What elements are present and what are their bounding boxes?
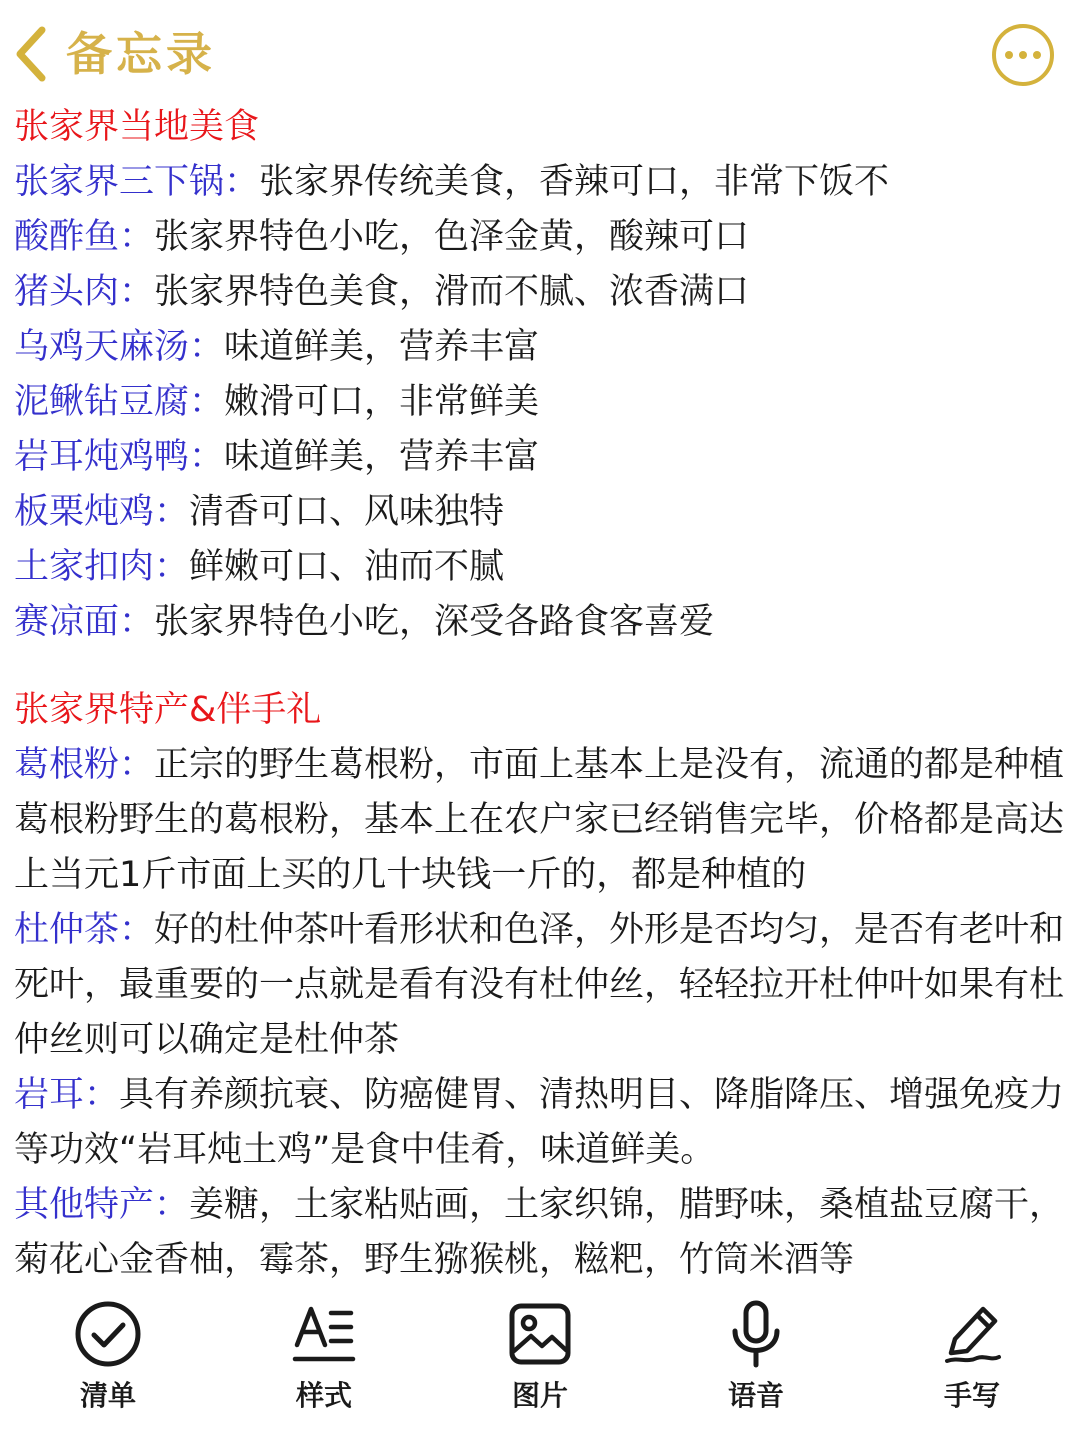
food-item (14, 595, 1070, 650)
section-title-local-food: 张家界当地美食 (14, 107, 260, 147)
specialty-item (14, 1178, 1070, 1288)
item-desc: 嫩滑可口，非常鲜美 (224, 382, 540, 422)
checklist-label: 清单 (79, 1379, 136, 1412)
text-format-icon (259, 1298, 389, 1370)
item-desc: 张家界特色美食，滑而不腻、浓香满口 (154, 272, 750, 312)
item-name: 岩耳 (14, 1075, 85, 1115)
more-dot (1033, 51, 1041, 59)
food-item (14, 155, 1070, 210)
more-dots-icon (1005, 51, 1013, 59)
style-label: 样式 (295, 1379, 352, 1412)
food-item (14, 375, 1070, 430)
image-icon (475, 1298, 605, 1370)
item-sep: ： (119, 272, 155, 312)
item-desc: 味道鲜美，营养丰富 (224, 437, 540, 477)
item-desc: 味道鲜美，营养丰富 (224, 327, 540, 367)
item-name: 土家扣肉 (14, 547, 155, 587)
chevron-left-icon (10, 24, 50, 84)
item-name: 赛凉面 (14, 602, 120, 642)
food-item (14, 265, 1070, 320)
item-sep: ： (224, 162, 260, 202)
item-desc: 鲜嫩可口、油而不腻 (189, 547, 505, 587)
item-desc: 张家界特色小吃，色泽金黄，酸辣可口 (154, 217, 750, 257)
voice-button[interactable] (691, 1288, 821, 1428)
food-item (14, 320, 1070, 375)
voice-label: 语音 (727, 1379, 784, 1412)
item-sep: ： (119, 745, 155, 785)
item-sep: ： (189, 382, 225, 422)
food-item (14, 485, 1070, 540)
item-name: 杜仲茶 (14, 910, 120, 950)
item-name: 乌鸡天麻汤 (14, 327, 190, 367)
item-sep: ： (154, 547, 190, 587)
item-sep: ： (119, 602, 155, 642)
style-button[interactable] (259, 1288, 389, 1428)
note-body[interactable] (14, 100, 1070, 1288)
item-name: 岩耳炖鸡鸭 (14, 437, 190, 477)
back-button[interactable] (10, 18, 216, 90)
specialty-item (14, 1068, 1070, 1178)
pen-icon (907, 1298, 1037, 1370)
item-name: 泥鳅钻豆腐 (14, 382, 190, 422)
top-bar (0, 0, 1080, 104)
back-label: 备忘录 (66, 27, 216, 81)
item-desc: 张家界特色小吃，深受各路食客喜爱 (154, 602, 715, 642)
item-desc: 具有养颜抗衰、防癌健胃、清热明目、降脂降压、增强免疫力等功效“岩耳炖土鸡”是食中佳肴，味道鲜美。 (14, 1075, 1065, 1170)
item-desc: 姜糖，土家粘贴画，土家织锦，腊野味，桑植盐豆腐干，菊花心金香柚，霉茶，野生猕猴桃，糍粑，竹筒米酒等 (14, 1185, 1065, 1280)
image-label: 图片 (511, 1379, 568, 1412)
more-options-button[interactable] (992, 24, 1054, 86)
section-spacer (14, 650, 1070, 683)
item-desc: 正宗的野生葛根粉，市面上基本上是没有，流通的都是种植葛根粉野生的葛根粉，基本上在农户家已经销售完毕，价格都是高达上当元1斤市面上买的几十块钱一斤的，都是种植的 (14, 745, 1065, 895)
handwrite-label: 手写 (943, 1379, 1000, 1412)
section-title-specialties: 张家界特产&伴手礼 (14, 690, 322, 730)
bottom-toolbar (0, 1288, 1080, 1440)
microphone-icon (691, 1298, 821, 1370)
specialty-item (14, 903, 1070, 1068)
item-sep: ： (119, 910, 155, 950)
food-item (14, 540, 1070, 595)
item-desc: 清香可口、风味独特 (189, 492, 505, 532)
food-item (14, 430, 1070, 485)
item-name: 张家界三下锅 (14, 162, 225, 202)
item-desc: 张家界传统美食，香辣可口，非常下饭不 (259, 162, 890, 202)
check-circle-icon (43, 1298, 173, 1370)
item-name: 板栗炖鸡 (14, 492, 155, 532)
more-dot (1019, 51, 1027, 59)
checklist-button[interactable] (43, 1288, 173, 1428)
item-sep: ： (189, 327, 225, 367)
item-sep: ： (84, 1075, 120, 1115)
item-name: 其他特产 (14, 1185, 155, 1225)
item-name: 猪头肉 (14, 272, 120, 312)
item-sep: ： (119, 217, 155, 257)
item-name: 酸酢鱼 (14, 217, 120, 257)
food-item (14, 210, 1070, 265)
handwrite-button[interactable] (907, 1288, 1037, 1428)
item-sep: ： (154, 1185, 190, 1225)
item-sep: ： (189, 437, 225, 477)
specialty-item (14, 738, 1070, 903)
item-name: 葛根粉 (14, 745, 120, 785)
item-desc: 好的杜仲茶叶看形状和色泽，外形是否均匀，是否有老叶和死叶，最重要的一点就是看有没有杜仲丝，轻轻拉开杜仲叶如果有杜仲丝则可以确定是杜仲茶 (14, 910, 1065, 1060)
item-sep: ： (154, 492, 190, 532)
image-button[interactable] (475, 1288, 605, 1428)
